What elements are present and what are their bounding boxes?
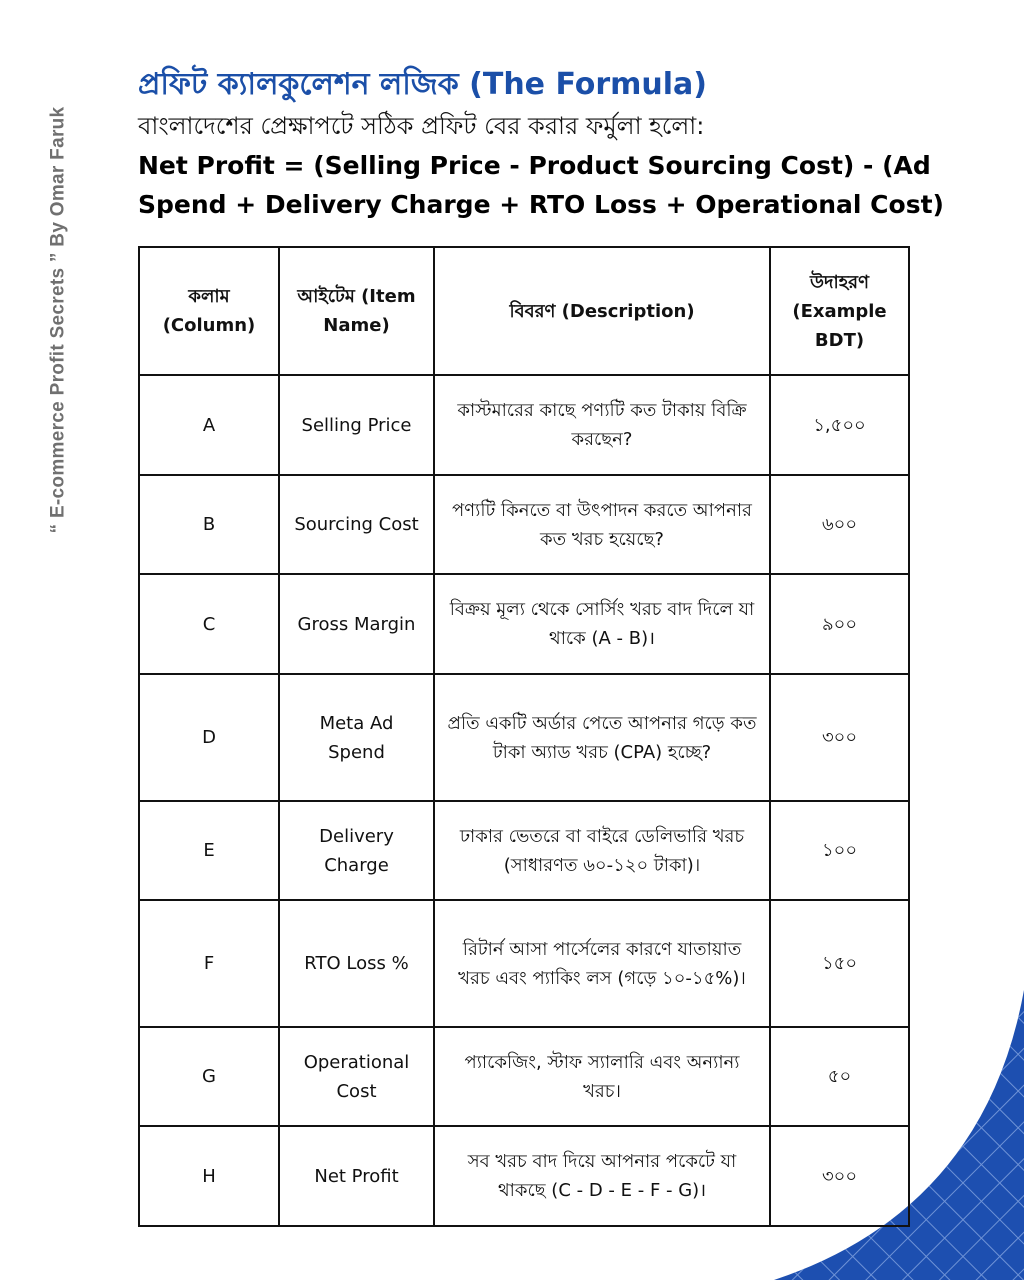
profit-table <box>138 246 910 1227</box>
cell-column: D <box>139 674 279 801</box>
cell-item: Delivery Charge <box>279 801 434 900</box>
cell-item: Meta Ad Spend <box>279 674 434 801</box>
header-description: বিবরণ (Description) <box>434 247 770 375</box>
cell-description: সব খরচ বাদ দিয়ে আপনার পকেটে যা থাকছে (C - D - E - F - G)। <box>434 1126 770 1226</box>
table-row <box>139 900 909 1027</box>
cell-column: A <box>139 375 279 475</box>
cell-description: রিটার্ন আসা পার্সেলের কারণে যাতায়াত খরচ এবং প্যাকিং লস (গড়ে ১০-১৫%)। <box>434 900 770 1027</box>
cell-description: প্রতি একটি অর্ডার পেতে আপনার গড়ে কত টাকা অ্যাড খরচ (CPA) হচ্ছে? <box>434 674 770 801</box>
cell-description: ঢাকার ভেতরে বা বাইরে ডেলিভারি খরচ (সাধারণত ৬০-১২০ টাকা)। <box>434 801 770 900</box>
side-caption-text: “ E-commerce Profit Secrets ” By Omar Faruk <box>47 106 68 534</box>
cell-example: ৫০ <box>770 1027 909 1126</box>
table-row <box>139 375 909 475</box>
cell-example: ৩০০ <box>770 1126 909 1226</box>
page-title: প্রফিট ক্যালকুলেশন লজিক (The Formula) <box>138 67 707 102</box>
cell-column: B <box>139 475 279 574</box>
cell-item: RTO Loss % <box>279 900 434 1027</box>
table-row <box>139 574 909 674</box>
cell-example: ৬০০ <box>770 475 909 574</box>
cell-description: পণ্যটি কিনতে বা উৎপাদন করতে আপনার কত খরচ হয়েছে? <box>434 475 770 574</box>
cell-item: Operational Cost <box>279 1027 434 1126</box>
header-column: কলাম (Column) <box>139 247 279 375</box>
cell-description: কাস্টমারের কাছে পণ্যটি কত টাকায় বিক্রি করছেন? <box>434 375 770 475</box>
cell-item: Net Profit <box>279 1126 434 1226</box>
side-caption <box>8 80 108 560</box>
cell-column: C <box>139 574 279 674</box>
table-row <box>139 1027 909 1126</box>
cell-column: F <box>139 900 279 1027</box>
cell-column: H <box>139 1126 279 1226</box>
table-row <box>139 475 909 574</box>
header-item-name: আইটেম (Item Name) <box>279 247 434 375</box>
table-row <box>139 1126 909 1226</box>
cell-example: ৩০০ <box>770 674 909 801</box>
cell-item: Sourcing Cost <box>279 475 434 574</box>
cell-example: ১০০ <box>770 801 909 900</box>
header-example: উদাহরণ (Example BDT) <box>770 247 909 375</box>
cell-item: Selling Price <box>279 375 434 475</box>
cell-item: Gross Margin <box>279 574 434 674</box>
cell-example: ১৫০ <box>770 900 909 1027</box>
cell-column: G <box>139 1027 279 1126</box>
cell-description: প্যাকেজিং, স্টাফ স্যালারি এবং অন্যান্য খরচ। <box>434 1027 770 1126</box>
page-subtitle: বাংলাদেশের প্রেক্ষাপটে সঠিক প্রফিট বের করার ফর্মুলা হলো: <box>138 112 705 140</box>
cell-column: E <box>139 801 279 900</box>
table-row <box>139 674 909 801</box>
cell-example: ৯০০ <box>770 574 909 674</box>
formula-text: Net Profit = (Selling Price - Product Sourcing Cost) - (Ad Spend + Delivery Charge + RTO Loss + Operational Cost) <box>138 151 944 219</box>
table-row <box>139 801 909 900</box>
cell-description: বিক্রয় মূল্য থেকে সোর্সিং খরচ বাদ দিলে যা থাকে (A - B)। <box>434 574 770 674</box>
table-header-row <box>139 247 909 375</box>
cell-example: ১,৫০০ <box>770 375 909 475</box>
